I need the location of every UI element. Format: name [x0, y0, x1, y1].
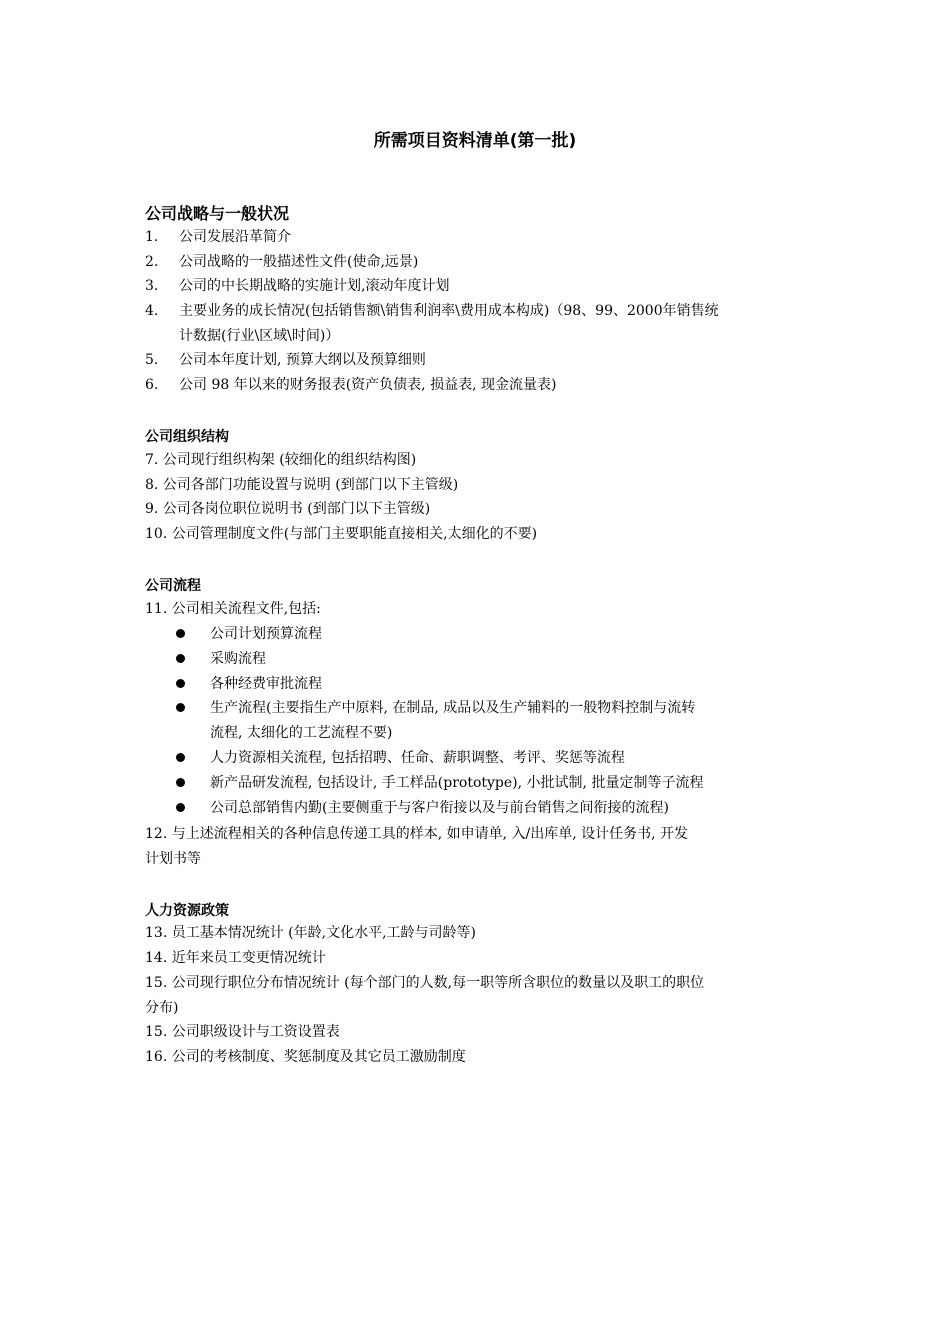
bullet-icon [176, 753, 185, 762]
bullet-icon [176, 679, 185, 688]
list-item: 11. 公司相关流程文件,包括: [145, 601, 321, 617]
list-item: 公司本年度计划, 预算大纲以及预算细则 [179, 352, 426, 368]
bullet-item: 公司计划预算流程 [210, 626, 322, 642]
list-item: 15. 公司职级设计与工资设置表 [145, 1024, 340, 1040]
section-heading-process: 公司流程 [145, 578, 201, 594]
bullet-item: 生产流程(主要指生产中原料, 在制品, 成品以及生产辅料的一般物料控制与流转 [210, 700, 696, 716]
bullet-icon [176, 654, 185, 663]
list-item: 13. 员工基本情况统计 (年龄,文化水平,工龄与司龄等) [145, 925, 476, 941]
item-number: 4. [145, 303, 159, 319]
bullet-item: 人力资源相关流程, 包括招聘、任命、薪职调整、考评、奖惩等流程 [210, 750, 625, 766]
list-item-continuation: 计划书等 [145, 851, 201, 867]
bullet-icon [176, 703, 185, 712]
item-number: 2. [145, 254, 159, 270]
document-title: 所需项目资料清单(第一批) [373, 131, 577, 151]
list-item: 9. 公司各岗位职位说明书 (到部门以下主管级) [145, 501, 431, 517]
list-item: 12. 与上述流程相关的各种信息传递工具的样本, 如申请单, 入/出库单, 设计任务书, 开发 [145, 826, 689, 842]
item-number: 5. [145, 352, 159, 368]
list-item: 15. 公司现行职位分布情况统计 (每个部门的人数,每一职等所含职位的数量以及职工的职位 [145, 975, 705, 991]
list-item: 公司发展沿革简介 [179, 229, 291, 245]
bullet-icon [176, 803, 185, 812]
list-item: 7. 公司现行组织构架 (较细化的组织结构图) [145, 452, 417, 468]
list-item: 主要业务的成长情况(包括销售额\销售利润率\费用成本构成)（98、99、2000年销售统 [179, 303, 719, 319]
list-item: 公司的中长期战略的实施计划,滚动年度计划 [179, 278, 450, 294]
section-heading-strategy: 公司战略与一般状况 [145, 204, 290, 223]
list-item: 8. 公司各部门功能设置与说明 (到部门以下主管级) [145, 477, 459, 493]
list-item: 公司战略的一般描述性文件(使命,远景) [179, 254, 419, 270]
bullet-item: 各种经费审批流程 [210, 676, 322, 692]
bullet-item: 公司总部销售内勤(主要侧重于与客户衔接以及与前台销售之间衔接的流程) [210, 800, 669, 816]
bullet-item: 新产品研发流程, 包括设计, 手工样品(prototype), 小批试制, 批量定制等子流程 [210, 775, 704, 791]
bullet-item: 采购流程 [210, 651, 266, 667]
list-item: 10. 公司管理制度文件(与部门主要职能直接相关,太细化的不要) [145, 526, 538, 542]
list-item: 14. 近年来员工变更情况统计 [145, 950, 326, 966]
item-number: 6. [145, 377, 159, 393]
list-item-continuation: 计数据(行业\区域\时间)） [179, 328, 340, 344]
item-number: 3. [145, 278, 159, 294]
list-item-continuation: 分布) [145, 1000, 179, 1016]
bullet-icon [176, 629, 185, 638]
section-heading-hr: 人力资源政策 [145, 903, 229, 919]
bullet-item-continuation: 流程, 太细化的工艺流程不要) [210, 725, 393, 741]
list-item: 公司 98 年以来的财务报表(资产负债表, 损益表, 现金流量表) [179, 377, 557, 393]
bullet-icon [176, 778, 185, 787]
section-heading-org: 公司组织结构 [145, 429, 229, 445]
list-item: 16. 公司的考核制度、奖惩制度及其它员工激励制度 [145, 1049, 466, 1065]
item-number: 1. [145, 229, 159, 245]
